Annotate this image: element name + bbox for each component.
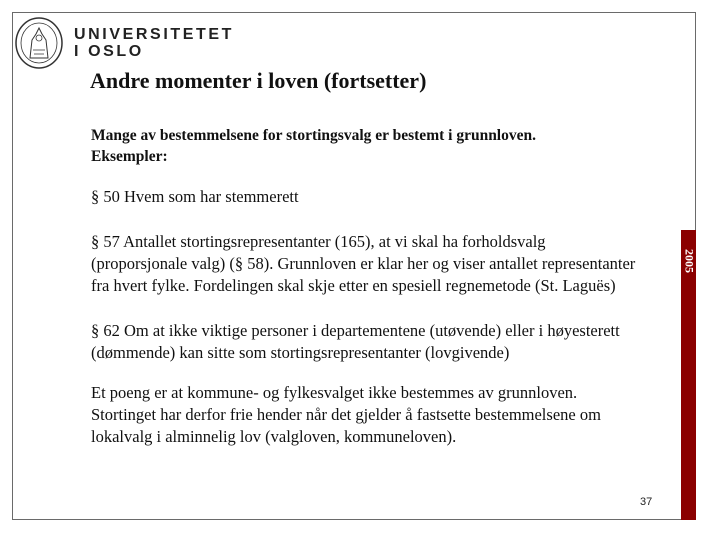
intro-line: Eksempler: [91,148,168,165]
paragraph-local-elections [91,382,681,448]
intro-text [91,125,651,167]
university-name-line-2: I OSLO [74,43,144,60]
paragraph-line: (proporsjonale valg) (§ 58). Grunnloven er klar her og viser antallet representanter [91,254,636,273]
paragraph-section-50 [91,186,681,208]
page-number: 37 [640,496,653,508]
paragraph-line: fra hvert fylke. Fordelingen skal skje etter en spesiell regnemetode (St. Laguës) [91,276,616,295]
paragraph-line: § 50 Hvem som har stemmerett [91,187,299,206]
paragraph-line: (dømmende) kan sitte som stortingsrepresentanter (lovgivende) [91,343,510,362]
paragraph-line: Stortinget har derfor frie hender når det gjelder å fastsette bestemmelsene om [91,405,601,424]
university-seal-icon [14,16,64,70]
intro-line: Mange av bestemmelsene for stortingsvalg er bestemt i grunnloven. [91,127,536,144]
university-name-line-1: UNIVERSITETET [74,26,235,43]
year-label: 2005 [682,240,696,282]
paragraph-line: § 57 Antallet stortingsrepresentanter (165), at vi skal ha forholdsvalg [91,232,546,251]
paragraph-section-62 [91,320,681,364]
slide-title: Andre momenter i loven (fortsetter) [90,68,427,93]
paragraph-line: Et poeng er at kommune- og fylkesvalget ikke bestemmes av grunnloven. [91,383,578,402]
paragraph-section-57 [91,231,681,297]
paragraph-line: § 62 Om at ikke viktige personer i departementene (utøvende) eller i høyesterett [91,321,620,340]
university-name [74,26,234,60]
paragraph-line: lokalvalg i alminnelig lov (valgloven, kommuneloven). [91,427,457,446]
